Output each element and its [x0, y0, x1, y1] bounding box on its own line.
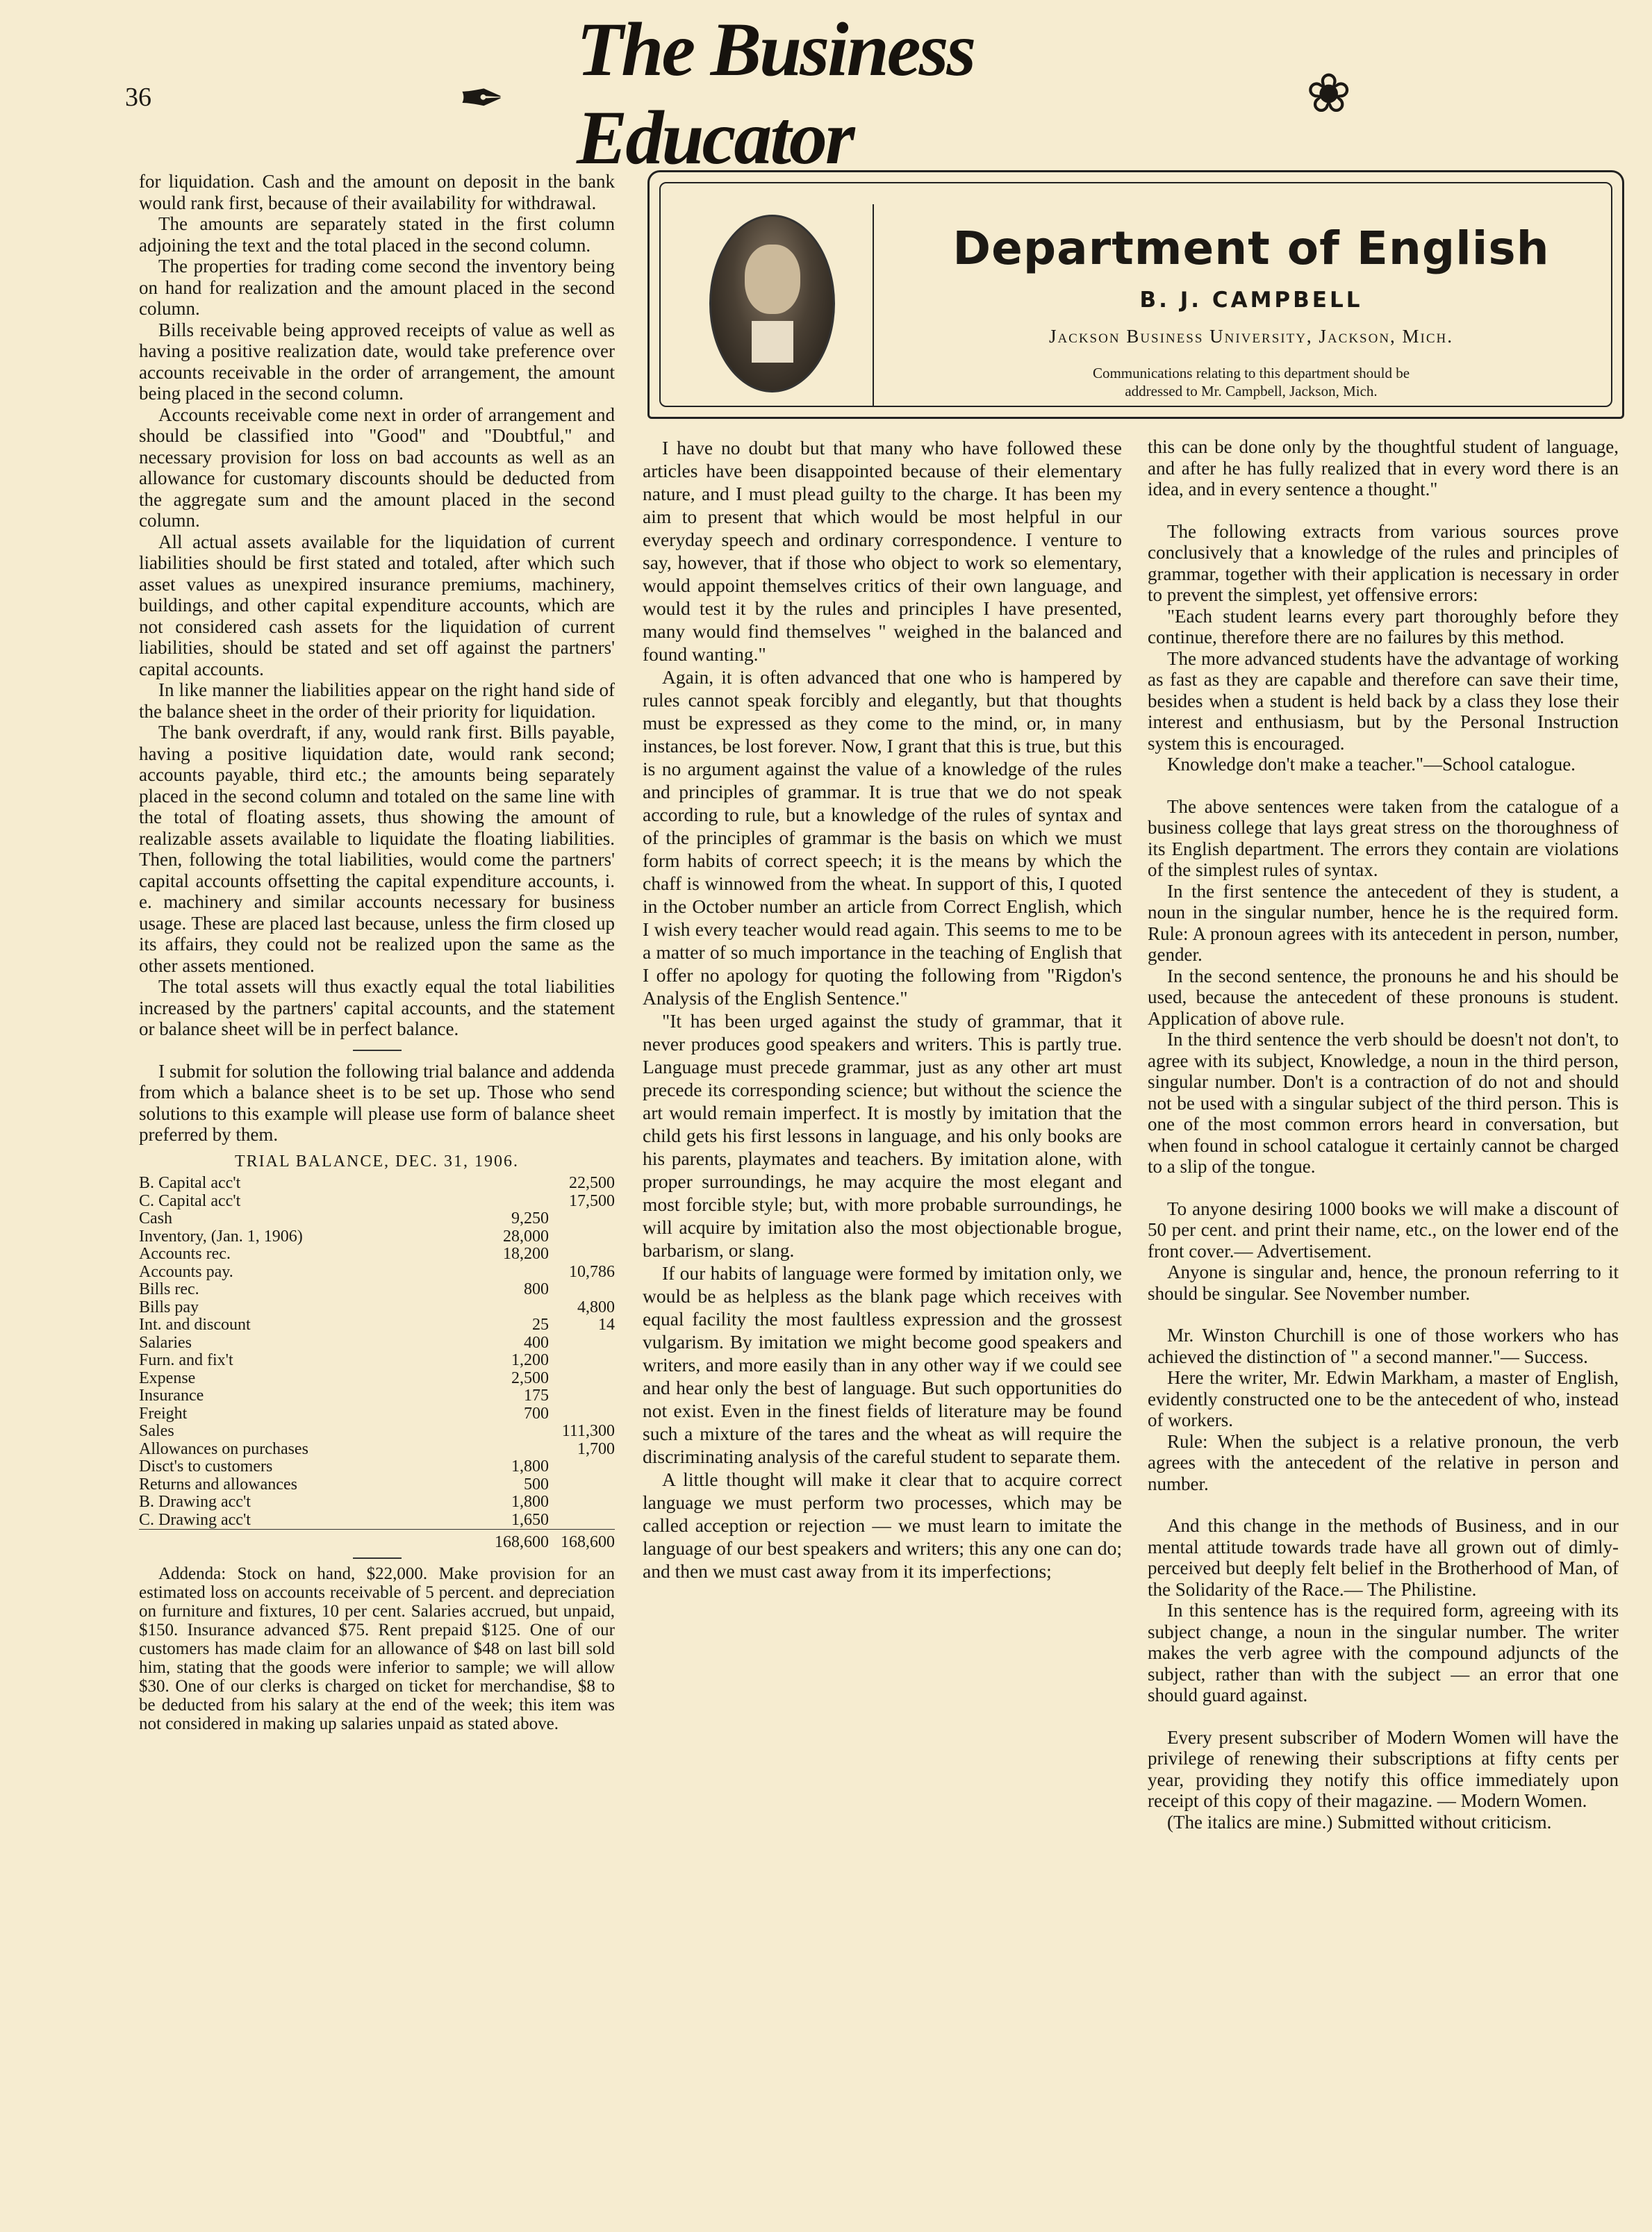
trial-balance-label: Int. and discount [139, 1316, 251, 1334]
trial-balance-credit: 17,500 [569, 1191, 615, 1210]
paragraph: this can be done only by the thoughtful student of language, and after he has fully realized that in every word there is an idea, and in every sentence a thought." [1148, 436, 1619, 499]
trial-balance-label: Furn. and fix't [139, 1351, 233, 1369]
trial-balance-row [139, 1334, 615, 1353]
trial-balance-row [139, 1441, 615, 1459]
paragraph: The above sentences were taken from the catalogue of a business college that lays great stress on the thoroughness of its English department. The errors they contain are violations of the simplest rules of syntax. [1148, 795, 1619, 880]
trial-balance-credit [549, 1228, 615, 1246]
trial-balance-row [139, 1494, 615, 1512]
portrait-face [745, 245, 800, 314]
trial-balance-row [139, 1175, 615, 1193]
trial-balance-debit: 9,250 [511, 1209, 549, 1227]
trial-balance-row [139, 1423, 615, 1441]
paragraph: All actual assets available for the liquidation of current liabilities should be first stated and totaled, after which such asset values as unexpired insurance premiums, machinery, buildings, and other capital expenditure accounts, which are not considered cash assets for the liquidation of current liabilities, should be stated and set off against the partners' capital accounts. [139, 531, 615, 679]
trial-balance-credit [549, 1352, 615, 1370]
department-header-frame [659, 182, 1612, 407]
trial-balance-credit [549, 1387, 615, 1405]
trial-balance-credit [549, 1281, 615, 1299]
total-credit: 168,600 [549, 1530, 615, 1552]
trial-balance-row [139, 1193, 615, 1211]
trial-balance-label: Insurance [139, 1387, 204, 1405]
paragraph: "It has been urged against the study of grammar, that it never produces good speakers and writers. This is partly true. Language must precede grammar, just as any other art must precede its corresponding science; but without the science the art would remain imperfect. It is mostly by imitation that the child gets his first lessons in language, and his only books are his parents, playmates and teachers. By imitation alone, with proper surroundings, he may acquire the most elegant and most forcible style; but, with more probable surroundings, he will acquire by imitation also the most objectionable brogue, barbarism, or slang. [643, 1010, 1122, 1261]
paragraph: A little thought will make it clear that to acquire correct language we must perform two processes, which may be called acception or rejection — we must learn to imitate the language of our best speakers and writers; this any one can do; and then we must cast away from it its imperfections; [643, 1469, 1122, 1582]
trial-balance-label: B. Drawing acc't [139, 1493, 251, 1511]
trial-balance-credit [549, 1458, 615, 1476]
column-right [1148, 436, 1619, 1833]
trial-balance-label: Bills rec. [139, 1280, 199, 1298]
quill-ornament-icon: ✒ [459, 69, 506, 130]
trial-balance-debit [486, 1299, 549, 1317]
paragraph: In the third sentence the verb should be doesn't not don't, to agree with its subject, Knowledge, a noun in the third person, singular number. Don't is a contraction of do not and should not be used with a singular subject of the third person. This is one of the most common errors heard in conversation, but when found in school catalogue it certainly cannot be charged to a slip of the tongue. [1148, 1029, 1619, 1177]
communications-line-1: Communications relating to this department should be [1092, 365, 1410, 381]
trial-balance-debit: 1,650 [511, 1510, 549, 1529]
trial-balance-debit [486, 1423, 549, 1441]
trial-balance-debit [486, 1193, 549, 1211]
trial-balance-label: B. Capital acc't [139, 1174, 241, 1192]
trial-balance-label: Disct's to customers [139, 1457, 273, 1475]
trial-balance-label: Accounts pay. [139, 1262, 233, 1281]
trial-balance-row [139, 1299, 615, 1317]
trial-balance-label: C. Drawing acc't [139, 1510, 251, 1529]
trial-balance-table [139, 1175, 615, 1552]
trial-balance-credit: 10,786 [569, 1262, 615, 1281]
trial-balance-debit: 1,800 [511, 1493, 549, 1511]
trial-balance-label: Cash [139, 1209, 172, 1227]
trial-balance-debit [486, 1441, 549, 1459]
trial-balance-row [139, 1458, 615, 1476]
paragraph: The following extracts from various sources prove conclusively that a knowledge of the rules and principles of grammar, together with their application is necessary in order to prevent the simplest, yet offensive errors: [1148, 520, 1619, 605]
trial-balance-label: Allowances on purchases [139, 1439, 308, 1458]
trial-balance-credit [549, 1334, 615, 1353]
trial-balance-credit [549, 1476, 615, 1494]
trial-balance-debit: 2,500 [511, 1369, 549, 1387]
paragraph: And this change in the methods of Business, and in our mental attitude towards trade have all grown out of dimly-perceived but deeply felt belief in the Brotherhood of Man, of the Solidarity of the Race.— The Philistine. [1148, 1515, 1619, 1600]
paragraph: Every present subscriber of Modern Women will have the privilege of renewing their subscriptions at fifty cents per year, providing they notify this office immediately upon receipt of this copy of their magazine. — Modern Women. [1148, 1726, 1619, 1811]
paragraph: Knowledge don't make a teacher."—School catalogue. [1167, 754, 1576, 775]
trial-balance-label: Returns and allowances [139, 1475, 297, 1494]
trial-balance-debit [486, 1175, 549, 1193]
page-number: 36 [125, 83, 151, 112]
trial-balance-row [139, 1512, 615, 1530]
trial-balance-row [139, 1476, 615, 1494]
paragraph: The properties for trading come second the inventory being on hand for realization and the amount placed in the second column. [139, 256, 615, 319]
department-school: Jackson Business University, Jackson, Mich. [1048, 326, 1454, 347]
trial-balance-label: Inventory, (Jan. 1, 1906) [139, 1227, 303, 1246]
section-rule [353, 1050, 402, 1051]
trial-balance-debit: 1,200 [511, 1351, 549, 1369]
trial-balance-title: TRIAL BALANCE, DEC. 31, 1906. [234, 1152, 520, 1171]
paragraph: The amounts are separately stated in the first column adjoining the text and the total placed in the second column. [139, 213, 615, 256]
masthead-logo-text: The Business Educator [577, 7, 975, 180]
paragraph: To anyone desiring 1000 books we will make a discount of 50 per cent. and print their name, etc., on the lower end of the front cover.— Advertisement. [1148, 1198, 1619, 1262]
column-left [139, 171, 615, 1733]
trial-balance-credit: 1,700 [577, 1439, 615, 1458]
paragraph: In the second sentence, the pronouns he and his should be used, because the antecedent of these pronouns is student. Application of above rule. [1148, 965, 1619, 1029]
trial-balance-credit: 111,300 [561, 1422, 615, 1440]
paragraph: (The italics are mine.) Submitted without criticism. [1167, 1811, 1552, 1833]
trial-balance-row [139, 1387, 615, 1405]
header-divider [873, 204, 874, 406]
trial-balance-debit: 800 [524, 1280, 549, 1298]
paragraph: In like manner the liabilities appear on the right hand side of the balance sheet in the order of their priority for liquidation. [139, 679, 615, 722]
flower-ornament-icon: ❀ [1306, 63, 1352, 124]
paragraph: The bank overdraft, if any, would rank first. Bills payable, having a positive liquidation date, would rank second; accounts payable, third etc.; the amounts being separately placed in the second column and totaled on the same line with the total of floating assets, thus showing the amount of realizable assets available to liquidate the floating liabilities. Then, following the total liabilities, would come the partners' capital accounts offsetting the capital expenditure accounts, i. e. machinery and similar accounts necessary for business usage. These are placed last because, unless the firm closed up its affairs, they could not be realized upon the same as the other assets mentioned. [139, 722, 615, 976]
paragraph: Rule: When the subject is a relative pronoun, the verb agrees with the antecedent of the relative in person and number. [1148, 1430, 1619, 1494]
trial-balance-debit: 18,200 [503, 1245, 549, 1263]
paragraph: Here the writer, Mr. Edwin Markham, a master of English, evidently constructed one to be the antecedent of who, instead of workers. [1148, 1367, 1619, 1430]
paragraph: Mr. Winston Churchill is one of those workers who has achieved the distinction of " a second manner."— Success. [1148, 1325, 1619, 1367]
trial-balance-credit [549, 1512, 615, 1530]
paragraph: Bills receivable being approved receipts of value as well as having a positive realization date, would take preference over accounts receivable in the order of arrangement, the amount being placed in the second column. [139, 319, 615, 404]
author-portrait [709, 215, 835, 392]
addenda-paragraph: Addenda: Stock on hand, $22,000. Make provision for an estimated loss on accounts receivable of 5 percent. and depreciation on furniture and fixtures, 10 per cent. Salaries accrued, but unpaid, $150. Insurance advanced $75. Rent prepaid $125. One of our customers has made claim for an allowance of $48 on last bill sold him, stating that the goods were inferior to sample; we will allow $30. One of our clerks is charged on ticket for merchandise, $8 to be deducted from his salary at the end of the week; this item was not considered in making up salaries unpaid as stated above. [139, 1564, 615, 1733]
section-rule [353, 1557, 402, 1559]
trial-balance-credit [549, 1405, 615, 1423]
trial-balance-credit [549, 1370, 615, 1388]
trial-balance-row [139, 1228, 615, 1246]
trial-balance-debit: 28,000 [503, 1227, 549, 1246]
paragraph: In the first sentence the antecedent of they is student, a noun in the singular number, hence he is the required form. Rule: A pronoun agrees with its antecedent in person, number, gender. [1148, 880, 1619, 965]
paragraph: Anyone is singular and, hence, the pronoun referring to it should be singular. See November number. [1148, 1262, 1619, 1304]
department-header [647, 170, 1624, 419]
masthead-logo [577, 7, 1230, 180]
paragraph: I submit for solution the following trial balance and addenda from which a balance sheet is to be set up. Those who send solutions to this example will please use form of balance sheet preferred by them. [139, 1060, 615, 1145]
trial-balance-credit: 14 [598, 1316, 615, 1334]
trial-balance-debit: 400 [524, 1333, 549, 1352]
communications-line-2: addressed to Mr. Campbell, Jackson, Mich. [1125, 383, 1378, 399]
trial-balance-row [139, 1281, 615, 1299]
department-author: B. J. CAMPBELL [1139, 288, 1363, 313]
trial-balance-label: Salaries [139, 1333, 192, 1352]
trial-balance-label: Expense [139, 1369, 196, 1387]
trial-balance-debit [486, 1264, 549, 1282]
paragraph: In this sentence has is the required form, agreeing with its subject change, a noun in the singular number. The writer makes the verb agree with the compound adjuncts of the subject, rather than with the subject — an error that one should guard against. [1148, 1600, 1619, 1705]
trial-balance-row [139, 1210, 615, 1228]
trial-balance-debit: 25 [532, 1316, 549, 1334]
trial-balance-label: Accounts rec. [139, 1245, 231, 1263]
trial-balance-row [139, 1264, 615, 1282]
trial-balance-credit [549, 1246, 615, 1264]
trial-balance-credit: 22,500 [569, 1174, 615, 1192]
trial-balance-row [139, 1316, 615, 1334]
trial-balance-debit: 1,800 [511, 1457, 549, 1475]
trial-balance-label: Bills pay [139, 1298, 199, 1316]
paragraph: for liquidation. Cash and the amount on deposit in the bank would rank first, because of their availability for withdrawal. [139, 171, 615, 213]
portrait-collar [752, 321, 793, 363]
trial-balance-credit [549, 1210, 615, 1228]
trial-balance-total-row [139, 1530, 615, 1552]
trial-balance-label: Freight [139, 1404, 188, 1423]
trial-balance-row [139, 1370, 615, 1388]
trial-balance-row [139, 1405, 615, 1423]
paragraph: Accounts receivable come next in order of arrangement and should be classified into "Good" and "Doubtful," and necessary provision for loss on bad accounts as well as an allowance for customary discounts should be deducted from the aggregate sum and the amount placed in the second column. [139, 404, 615, 531]
paragraph: If our habits of language were formed by imitation only, we would be as helpless as the blank page which receives with equal facility the most faultless expression and the grossest vulgarism. By imitation we might become good speakers and writers, and more easily than in any other way if we could see and hear only the best of language. But such opportunities do not exist. Even in the finest fields of literature may be found such a mixture of the tares and the wheat as will require the discriminating analysis of the careful student to separate them. [643, 1262, 1122, 1467]
paragraph: "Each student learns every part thoroughly before they continue, therefore there are no failures by this method. [1148, 605, 1619, 647]
total-debit: 168,600 [486, 1530, 549, 1552]
paragraph: Again, it is often advanced that one who is hampered by rules cannot speak forcibly and elegantly, but that thoughts must be expressed as they come to the mind, or, in many instances, be lost forever. Now, I grant that this is true, but this is no argument against the value of a knowledge of the rules and principles of grammar. It is true that we do not speak according to rule, but a knowledge of the rules of syntax and of the principles of grammar is the basis on which we must form habits of correct speech; it is the means by which the chaff is winnowed from the wheat. In support of this, I quoted in the October number an article from Correct English, which I wish every teacher would read again. This seems to me to be a matter of so much importance in the teaching of English that I offer no apology for quoting the following from "Rigdon's Analysis of the English Sentence." [643, 666, 1122, 1009]
trial-balance-row [139, 1352, 615, 1370]
paragraph: The total assets will thus exactly equal the total liabilities increased by the partners' capital accounts, and the statement or balance sheet will be in perfect balance. [139, 976, 615, 1039]
paragraph: I have no doubt but that many who have followed these articles have been disappointed because of their elementary nature, and I must plead guilty to the charge. It has been my aim to present that which would be most helpful in our everyday speech and ordinary correspondence. I venture to say, however, that if those who object to work so elementary, would appoint themselves critics of their own language, and would test it by the rules and principles I have presented, many would find themselves " weighed in the balanced and found wanting." [643, 437, 1122, 665]
trial-balance-debit: 500 [524, 1475, 549, 1494]
department-communications [890, 364, 1612, 400]
trial-balance-row [139, 1246, 615, 1264]
trial-balance-credit: 4,800 [577, 1298, 615, 1316]
trial-balance-credit [549, 1494, 615, 1512]
paragraph: The more advanced students have the advantage of working as fast as they are capable and therefore can save their time, besides when a student is held back by a class they lose their interest and enthusiasm, but by the Personal Instruction system this is encouraged. [1148, 647, 1619, 754]
trial-balance-label: C. Capital acc't [139, 1191, 241, 1210]
column-middle [643, 436, 1122, 1582]
trial-balance-debit: 175 [524, 1387, 549, 1405]
department-title: Department of English [952, 222, 1550, 275]
trial-balance-label: Sales [139, 1422, 174, 1440]
trial-balance-debit: 700 [524, 1404, 549, 1423]
